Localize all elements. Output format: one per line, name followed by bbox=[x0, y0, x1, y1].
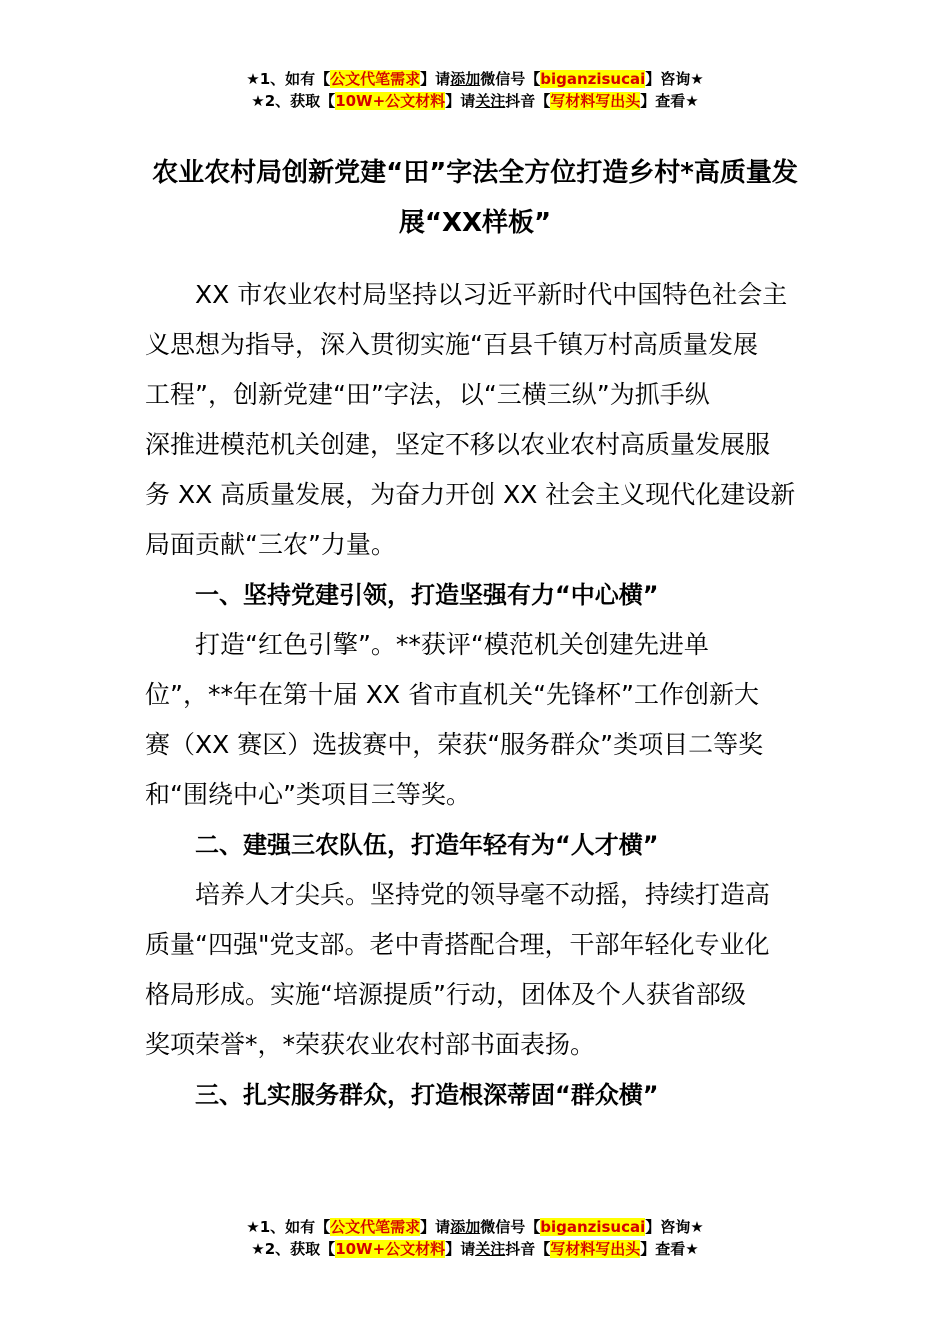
notice-highlight: 写材料写出头 bbox=[550, 92, 641, 110]
title-line: 农业农村局创新党建“田”字法全方位打造乡村*高质量发 bbox=[152, 158, 798, 188]
intro-line: 务 XX 高质量发展，为奋力开创 XX 社会主义现代化建设新 bbox=[145, 480, 796, 509]
notice-text: 微信号【 bbox=[480, 1218, 541, 1236]
notice-text: 】请 bbox=[420, 1218, 451, 1236]
notice-text: 】咨询★ bbox=[645, 70, 704, 88]
notice-highlight: 写材料写出头 bbox=[550, 1240, 641, 1258]
section1-line: 和“围绕中心”类项目三等奖。 bbox=[145, 780, 471, 809]
notice-line-1 bbox=[0, 1216, 950, 1238]
bottom-notice bbox=[0, 1216, 950, 1260]
section2-line: 培养人才尖兵。坚持党的领导毫不动摇，持续打造高 bbox=[195, 880, 771, 909]
notice-line-2 bbox=[0, 90, 950, 112]
notice-text: 】请 bbox=[420, 70, 451, 88]
intro-line: 深推进模范机关创建，坚定不移以农业农村高质量发展服 bbox=[145, 430, 771, 459]
document-body bbox=[145, 270, 805, 1120]
section1-line: 赛（XX 赛区）选拔赛中，荣获“服务群众”类项目二等奖 bbox=[145, 730, 764, 759]
notice-text: ★2、获取【 bbox=[251, 1240, 336, 1258]
notice-text: ★1、如有【 bbox=[246, 1218, 331, 1236]
section1-line: 打造“红色引擎”。**获评“模范机关创建先进单 bbox=[195, 630, 709, 659]
section-heading-1: 一、坚持党建引领，打造坚强有力“中心横” bbox=[195, 581, 659, 609]
section2-line: 质量“四强"党支部。老中青搭配合理，干部年轻化专业化 bbox=[145, 930, 770, 959]
notice-text: 】查看★ bbox=[640, 92, 699, 110]
notice-text: 】请 bbox=[445, 1240, 476, 1258]
intro-line: XX 市农业农村局坚持以习近平新时代中国特色社会主 bbox=[195, 280, 788, 309]
intro-line: 义思想为指导，深入贯彻实施“百县千镇万村高质量发展 bbox=[145, 330, 758, 359]
notice-text: ★2、获取【 bbox=[251, 92, 336, 110]
section2-line: 奖项荣誉*，*荣获农业农村部书面表扬。 bbox=[145, 1030, 596, 1059]
notice-underline: 关注 bbox=[475, 92, 506, 110]
notice-line-1 bbox=[0, 68, 950, 90]
notice-highlight: 公文代笔需求 bbox=[330, 1218, 421, 1236]
intro-line: 局面贡献“三农”力量。 bbox=[145, 530, 396, 559]
notice-underline: 添加 bbox=[450, 1218, 481, 1236]
notice-highlight: biganzisucai bbox=[540, 1218, 646, 1236]
notice-text: 】请 bbox=[445, 92, 476, 110]
section2-line: 格局形成。实施“培源提质”行动，团体及个人获省部级 bbox=[145, 980, 746, 1009]
notice-underline: 关注 bbox=[475, 1240, 506, 1258]
notice-text: 】查看★ bbox=[640, 1240, 699, 1258]
section1-line: 位”，**年在第十届 XX 省市直机关“先锋杯”工作创新大 bbox=[145, 680, 760, 709]
notice-line-2 bbox=[0, 1238, 950, 1260]
notice-highlight: 10W+公文材料 bbox=[335, 92, 446, 110]
section-heading-2: 二、建强三农队伍，打造年轻有为“人才横” bbox=[195, 831, 659, 859]
notice-text: 抖音【 bbox=[505, 92, 551, 110]
notice-text: 抖音【 bbox=[505, 1240, 551, 1258]
notice-text: ★1、如有【 bbox=[246, 70, 331, 88]
section-heading-3: 三、扎实服务群众，打造根深蒂固“群众横” bbox=[195, 1081, 659, 1109]
top-notice bbox=[0, 68, 950, 112]
notice-text: 微信号【 bbox=[480, 70, 541, 88]
notice-highlight: 10W+公文材料 bbox=[335, 1240, 446, 1258]
document-title bbox=[130, 148, 820, 248]
notice-underline: 添加 bbox=[450, 70, 481, 88]
notice-text: 】咨询★ bbox=[645, 1218, 704, 1236]
intro-line: 工程”，创新党建“田”字法，以“三横三纵”为抓手纵 bbox=[145, 380, 710, 409]
notice-highlight: biganzisucai bbox=[540, 70, 646, 88]
title-line: 展“XX样板” bbox=[398, 208, 552, 238]
notice-highlight: 公文代笔需求 bbox=[330, 70, 421, 88]
